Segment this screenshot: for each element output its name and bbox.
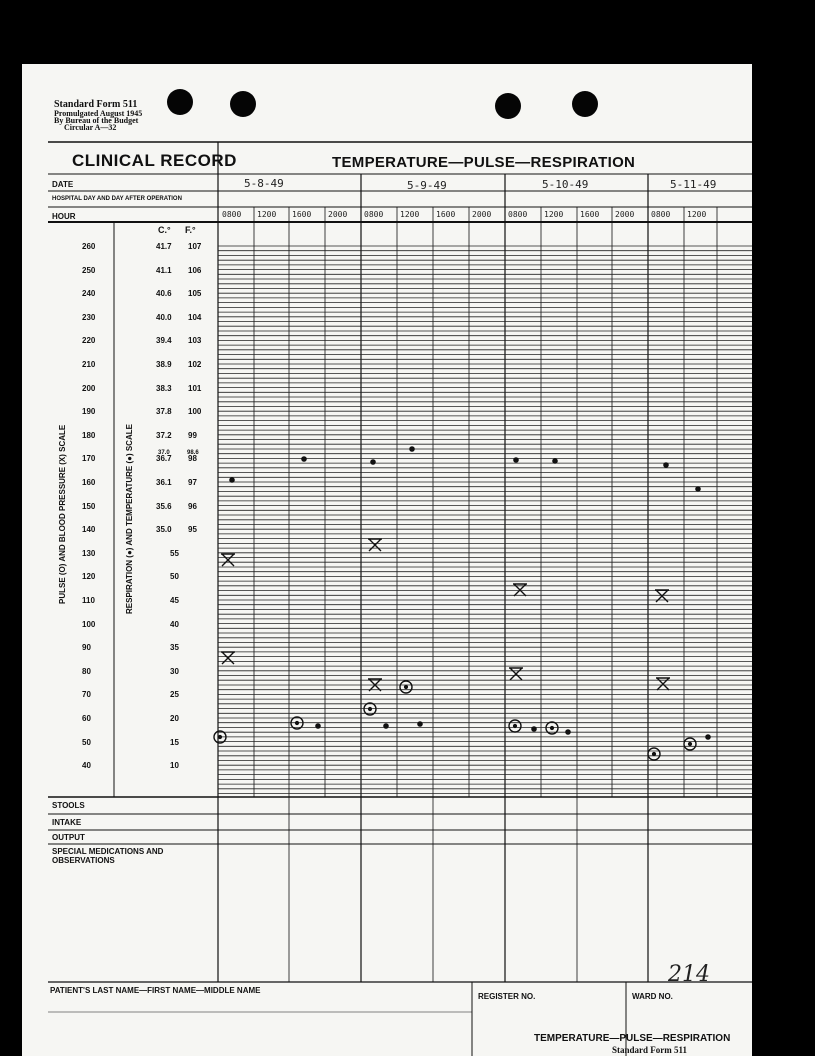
celsius-tick: 36.7 [156, 454, 172, 464]
hour-cell: 1200 [400, 210, 420, 219]
hour-cell: 1200 [687, 210, 707, 219]
pulse-tick: 100 [82, 619, 96, 629]
output-label: OUTPUT [52, 833, 85, 842]
celsius-tick: 40.6 [156, 289, 172, 299]
fahrenheit-tick: 96 [188, 501, 197, 511]
celsius-header: C.° [158, 225, 171, 235]
resp-tick: 40 [170, 619, 179, 629]
pulse-tick: 260 [82, 242, 96, 251]
fahrenheit-tick: 103 [188, 336, 202, 346]
pulse-tick: 120 [82, 572, 96, 582]
pulse-tick: 210 [82, 360, 96, 369]
pulse-circle-center [295, 721, 298, 724]
form-id-footer: Standard Form 511 [612, 1045, 688, 1055]
pulse-circle-center [550, 726, 553, 729]
fahrenheit-tick: 102 [188, 360, 202, 369]
celsius-tick: 37.2 [156, 430, 172, 440]
pulse-tick: 80 [82, 666, 91, 676]
tpr-title: TEMPERATURE—PULSE—RESPIRATION [332, 154, 636, 171]
pulse-circle-center [368, 707, 371, 710]
fahrenheit-tick: 101 [188, 383, 202, 393]
hour-cell: 1600 [292, 210, 312, 219]
special-medications-label: SPECIAL MEDICATIONS AND OBSERVATIONS [52, 847, 164, 865]
pulse-tick: 230 [82, 312, 96, 322]
temperature-dot [553, 459, 558, 464]
intake-label: INTAKE [52, 818, 82, 827]
fahrenheit-tick: 106 [188, 265, 202, 275]
pulse-tick: 50 [82, 737, 91, 747]
hour-cell: 0800 [508, 210, 528, 219]
pulse-tick: 70 [82, 690, 91, 700]
hour-label: HOUR [52, 212, 76, 221]
blood-pressure-mark [221, 652, 235, 664]
date-1: 5-8-49 [244, 177, 284, 190]
celsius-tick: 38.3 [156, 383, 172, 393]
hour-cell: 2000 [615, 210, 635, 219]
temperature-dot [664, 463, 669, 468]
pulse-circle-center [404, 685, 407, 688]
hour-cell: 2000 [472, 210, 492, 219]
fahrenheit-tick: 100 [188, 407, 202, 417]
hour-cell: 0800 [364, 210, 384, 219]
blood-pressure-mark [368, 539, 382, 551]
celsius-tick: 35.0 [156, 525, 172, 535]
celsius-tick: 35.6 [156, 501, 172, 511]
fahrenheit-tick: 107 [188, 242, 202, 251]
temperature-dot [706, 735, 711, 740]
resp-tick: 25 [170, 690, 179, 700]
pulse-tick: 190 [82, 407, 96, 417]
celsius-tick: 37.8 [156, 407, 172, 417]
fahrenheit-header: F.° [185, 225, 196, 235]
temperature-dot [410, 447, 415, 452]
resp-tick: 35 [170, 643, 179, 653]
fahrenheit-tick: 105 [188, 289, 202, 299]
pulse-circle-center [513, 724, 516, 727]
resp-tick: 10 [170, 761, 179, 771]
pulse-tick: 240 [82, 289, 96, 299]
resp-tick: 45 [170, 596, 179, 605]
pulse-circle-center [688, 742, 691, 745]
celsius-tick: 39.4 [156, 336, 172, 346]
clinical-record-sheet [22, 64, 752, 1056]
pulse-tick: 160 [82, 478, 96, 487]
pulse-tick: 250 [82, 265, 96, 275]
hour-cell: 0800 [651, 210, 671, 219]
celsius-tick: 36.1 [156, 478, 172, 487]
date-3: 5-10-49 [542, 178, 589, 191]
hour-cell: 1600 [580, 210, 600, 219]
date-2: 5-9-49 [407, 179, 447, 192]
ward-no-label: WARD NO. [632, 992, 673, 1001]
blood-pressure-mark [509, 668, 523, 680]
pulse-tick: 150 [82, 501, 96, 511]
temperature-dot [371, 460, 376, 465]
form-circular: Circular A—32 [64, 123, 117, 132]
fahrenheit-tick: 95 [188, 525, 197, 535]
pulse-tick: 180 [82, 430, 96, 440]
normal-temp-c: 37.0 [158, 450, 170, 456]
temperature-dot [302, 457, 307, 462]
celsius-tick: 41.1 [156, 265, 172, 275]
resp-tick: 20 [170, 714, 179, 723]
blood-pressure-mark [221, 554, 235, 566]
fahrenheit-tick: 99 [188, 430, 197, 440]
page-number: 214 [668, 962, 710, 987]
pulse-tick: 130 [82, 548, 96, 558]
temperature-dot [418, 722, 423, 727]
resp-tick: 55 [170, 548, 179, 558]
temperature-dot [514, 458, 519, 463]
form-bureau: By Bureau of the Budget [54, 116, 139, 125]
temperature-dot [696, 487, 701, 492]
normal-temp-f: 98.6 [187, 450, 199, 456]
hour-cell: 2000 [328, 210, 348, 219]
celsius-tick: 40.0 [156, 312, 172, 322]
form-title-footer: TEMPERATURE—PULSE—RESPIRATION [534, 1033, 731, 1044]
stools-label: STOOLS [52, 801, 85, 810]
resp-tick: 50 [170, 572, 179, 582]
pulse-tick: 110 [82, 596, 95, 605]
temperature-dot [230, 478, 235, 483]
pulse-tick: 60 [82, 714, 91, 723]
date-label: DATE [52, 180, 74, 189]
form-number: Standard Form 511 [54, 99, 138, 110]
pulse-tick: 40 [82, 761, 91, 771]
temperature-dot [532, 727, 537, 732]
register-no-label: REGISTER NO. [478, 992, 536, 1001]
hour-cell: 1200 [257, 210, 277, 219]
resp-tick: 15 [170, 737, 179, 747]
celsius-tick: 38.9 [156, 360, 172, 369]
pulse-tick: 90 [82, 643, 91, 653]
hour-cell: 0800 [222, 210, 242, 219]
date-4: 5-11-49 [670, 178, 717, 191]
pulse-tick: 200 [82, 383, 96, 393]
resp-tick: 30 [170, 666, 179, 676]
fahrenheit-tick: 97 [188, 478, 197, 487]
hour-cell: 1600 [436, 210, 456, 219]
patient-name-label: PATIENT'S LAST NAME—FIRST NAME—MIDDLE NAME [50, 986, 261, 995]
celsius-tick: 41.7 [156, 242, 172, 251]
temperature-dot [384, 724, 389, 729]
temperature-dot [566, 730, 571, 735]
pulse-circle-center [218, 735, 221, 738]
pulse-tick: 220 [82, 336, 96, 346]
pulse-tick: 140 [82, 525, 96, 535]
clinical-record-title: CLINICAL RECORD [72, 151, 237, 170]
pulse-tick: 170 [82, 454, 96, 464]
temperature-dot [316, 724, 321, 729]
hospital-day-label: HOSPITAL DAY AND DAY AFTER OPERATION [52, 196, 182, 202]
resp-temp-scale-label: RESPIRATION (●) AND TEMPERATURE (●) SCALE [125, 424, 134, 614]
hour-cell: 1200 [544, 210, 564, 219]
pulse-circle-center [652, 752, 655, 755]
form-promulgated: Promulgated August 1945 [54, 109, 143, 118]
fahrenheit-tick: 98 [188, 454, 197, 464]
pulse-bp-scale-label: PULSE (O) AND BLOOD PRESSURE (X) SCALE [58, 424, 67, 604]
fahrenheit-tick: 104 [188, 312, 202, 322]
